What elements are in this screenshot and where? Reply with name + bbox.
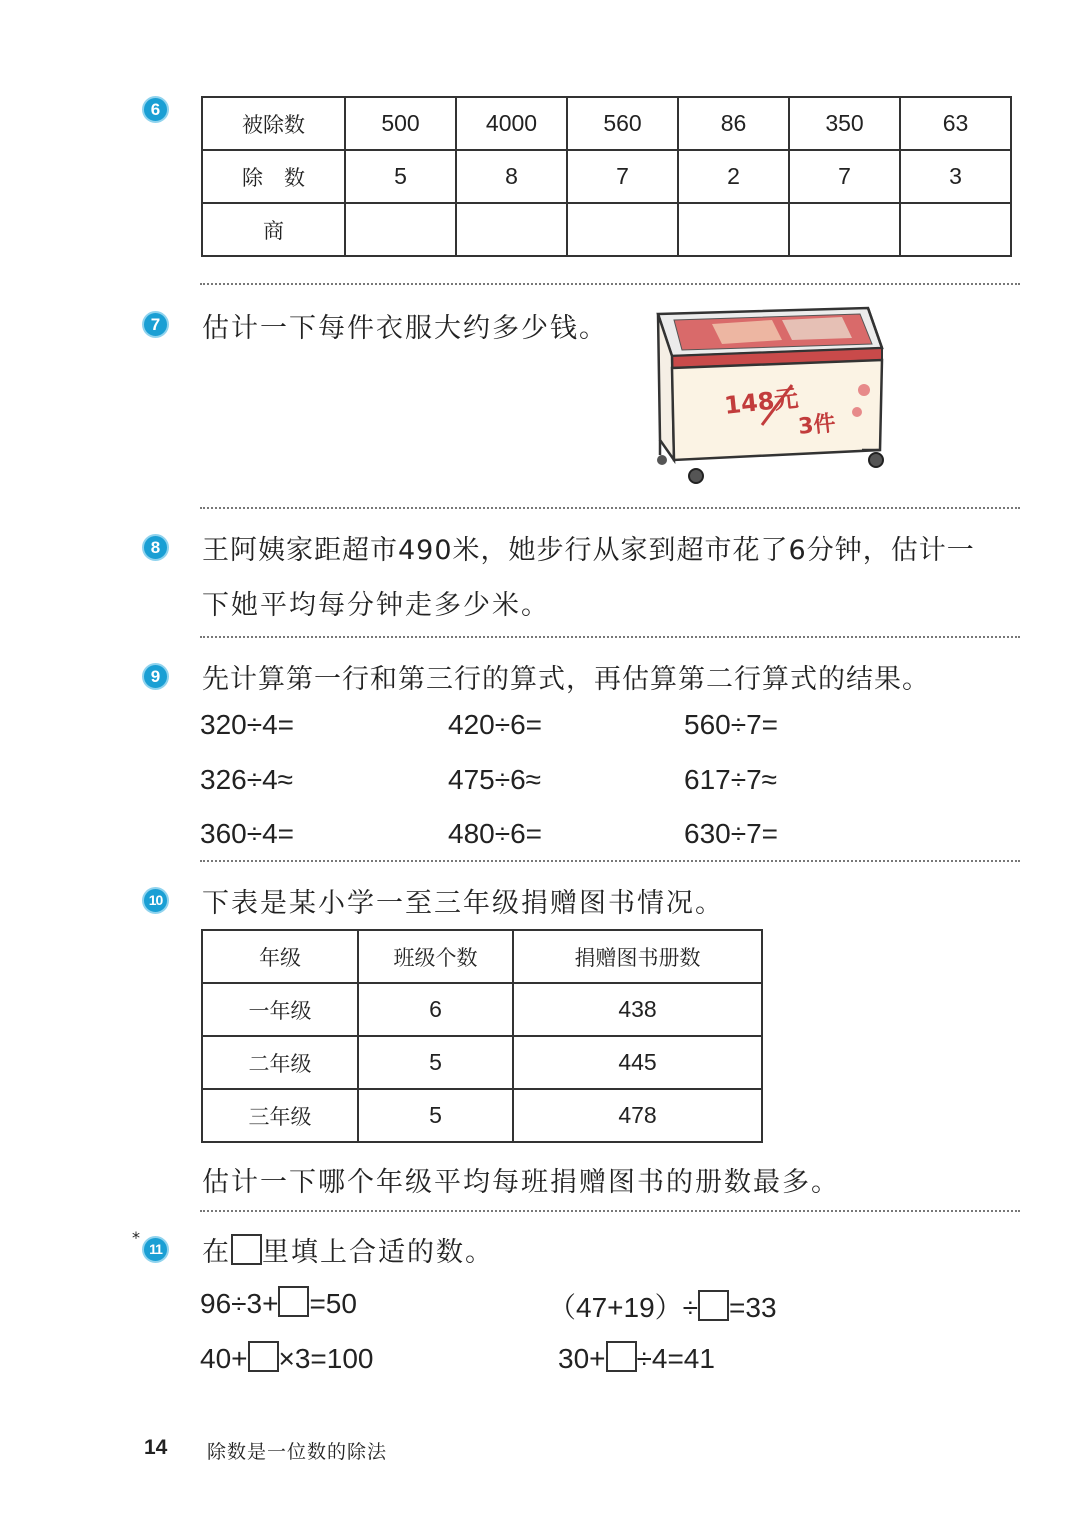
- row-label-divisor: 除 数: [202, 150, 345, 203]
- question-9-text: 先计算第一行和第三行的算式，再估算第二行算式的结果。: [202, 664, 930, 695]
- expression: 617÷7≈: [684, 764, 778, 795]
- table-cell: 350: [789, 97, 900, 150]
- answer-cell[interactable]: [789, 203, 900, 256]
- table-cell: 二年级: [202, 1036, 358, 1089]
- chapter-title: 除数是一位数的除法: [207, 1441, 388, 1463]
- table-cell: 500: [345, 97, 456, 150]
- question-10-followup: 估计一下哪个年级平均每班捐赠图书的册数最多。: [202, 1167, 840, 1198]
- answer-box[interactable]: [698, 1290, 729, 1321]
- column-header-class-count: 班级个数: [358, 930, 513, 983]
- table-cell: 5: [358, 1036, 513, 1089]
- table-cell: 560: [567, 97, 678, 150]
- question-11-text-before: 在: [202, 1237, 231, 1268]
- answer-cell[interactable]: [900, 203, 1011, 256]
- answer-cell[interactable]: [345, 203, 456, 256]
- table-cell: 445: [513, 1036, 762, 1089]
- table-cell: 2: [678, 150, 789, 203]
- table-cell: 63: [900, 97, 1011, 150]
- answer-box[interactable]: [248, 1341, 279, 1372]
- table-cell: 8: [456, 150, 567, 203]
- table-cell: 一年级: [202, 983, 358, 1036]
- equation-part: ×3=100: [278, 1343, 374, 1374]
- clothing-cart-illustration: [652, 300, 892, 490]
- question-11-text-after: 里填上合适的数。: [262, 1237, 494, 1268]
- equation-part: ÷4=41: [636, 1343, 715, 1374]
- divider: [200, 507, 1020, 509]
- question-11-text: [202, 1230, 494, 1269]
- table-cell: 86: [678, 97, 789, 150]
- expression: 326÷4≈: [200, 764, 294, 795]
- question-10-number: 10: [142, 887, 169, 914]
- equation-2: [548, 1286, 777, 1326]
- table-cell: 3: [900, 150, 1011, 203]
- answer-cell[interactable]: [567, 203, 678, 256]
- column-header-books: 捐赠图书册数: [513, 930, 762, 983]
- answer-cell[interactable]: [678, 203, 789, 256]
- question-7-text: 估计一下每件衣服大约多少钱。: [202, 313, 608, 344]
- table-cell: 6: [358, 983, 513, 1036]
- answer-box[interactable]: [606, 1341, 637, 1372]
- answer-box[interactable]: [278, 1286, 309, 1317]
- question-7-number: 7: [142, 311, 169, 338]
- table-row: [202, 983, 762, 1036]
- book-donation-table: [201, 929, 763, 1143]
- equation-4: [558, 1341, 715, 1375]
- quantity-label: 3件: [797, 411, 837, 440]
- expression: 630÷7=: [684, 818, 779, 849]
- row-label-dividend: 被除数: [202, 97, 345, 150]
- question-8-text-line1: 王阿姨家距超市490米，她步行从家到超市花了6分钟，估计一: [202, 535, 975, 566]
- equation-1: [200, 1286, 357, 1320]
- optional-star-icon: *: [132, 1228, 140, 1247]
- price-label: 148元: [723, 384, 800, 420]
- table-header-row: [202, 930, 762, 983]
- divider: [200, 283, 1020, 285]
- question-8-number: 8: [142, 534, 169, 561]
- dividend-divisor-table: [201, 96, 1012, 257]
- table-cell: 三年级: [202, 1089, 358, 1142]
- divider: [200, 1210, 1020, 1212]
- divider: [200, 636, 1020, 638]
- question-8-text-line2: 下她平均每分钟走多少米。: [202, 590, 550, 621]
- expression: 320÷4=: [200, 709, 295, 740]
- equation-part: =33: [729, 1292, 777, 1323]
- page-number: 14: [144, 1436, 168, 1459]
- table-row: [202, 97, 1011, 150]
- table-cell: 4000: [456, 97, 567, 150]
- table-row: [202, 1036, 762, 1089]
- expression: 360÷4=: [200, 818, 295, 849]
- column-header-grade: 年级: [202, 930, 358, 983]
- equation-part: 40+: [200, 1343, 248, 1374]
- question-6-number: 6: [142, 96, 169, 123]
- equation-part: 96÷3+: [200, 1288, 279, 1319]
- row-label-quotient: 商: [202, 203, 345, 256]
- question-10-text: 下表是某小学一至三年级捐赠图书情况。: [202, 888, 724, 919]
- equation-3: [200, 1341, 374, 1375]
- table-row: [202, 150, 1011, 203]
- answer-cell[interactable]: [456, 203, 567, 256]
- equation-part: （47+19）÷: [548, 1292, 699, 1323]
- table-cell: 7: [789, 150, 900, 203]
- equation-part: =50: [309, 1288, 357, 1319]
- expression: 475÷6≈: [448, 764, 542, 795]
- table-cell: 438: [513, 983, 762, 1036]
- table-row: [202, 203, 1011, 256]
- table-cell: 478: [513, 1089, 762, 1142]
- table-cell: 5: [345, 150, 456, 203]
- expression: 480÷6=: [448, 818, 543, 849]
- table-row: [202, 1089, 762, 1142]
- divider: [200, 860, 1020, 862]
- table-cell: 5: [358, 1089, 513, 1142]
- expression: 560÷7=: [684, 709, 779, 740]
- equation-part: 30+: [558, 1343, 606, 1374]
- question-9-number: 9: [142, 663, 169, 690]
- blank-box-icon: [231, 1234, 262, 1265]
- table-cell: 7: [567, 150, 678, 203]
- question-11-number: 11: [142, 1236, 169, 1263]
- expression: 420÷6=: [448, 709, 543, 740]
